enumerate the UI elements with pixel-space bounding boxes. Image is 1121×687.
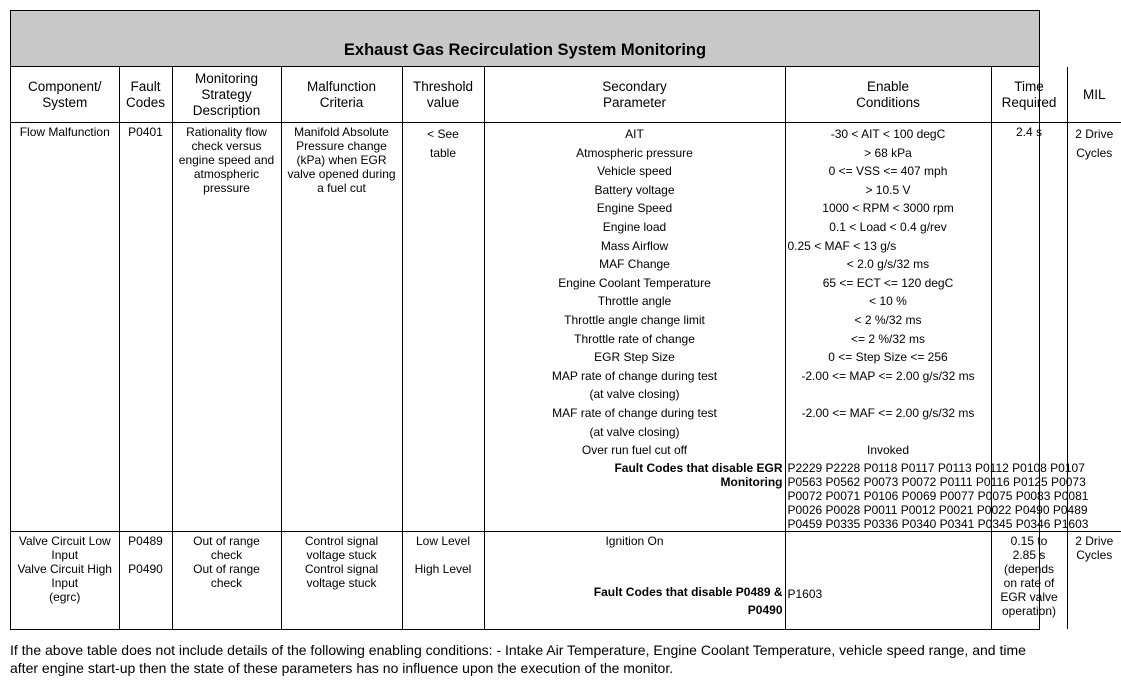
cell-threshold: < See table — [402, 123, 484, 532]
cell-enable — [785, 531, 991, 629]
cell-secondary: Ignition On Fault Codes that disable P0489 & P0490 — [484, 531, 785, 629]
egr-monitoring-table — [10, 10, 1114, 630]
cell-component: Valve Circuit Low Input Valve Circuit High Input (egrc) — [11, 531, 119, 629]
header-row — [11, 67, 1121, 123]
header-malfunction: Malfunction Criteria — [281, 67, 402, 123]
cell-time: 2.4 s — [991, 123, 1067, 532]
header-enable: Enable Conditions — [785, 67, 991, 123]
table-row-flow-malfunction — [11, 123, 1121, 532]
cell-enable: -30 < AIT < 100 degC > 68 kPa 0 <= VSS <= 407 mph > 10.5 V 1000 < RPM < 3000 rpm 0.1 < Load < 0.4 g/rev 0.25 < MAF < 13 g/s < 2.0 g/s/32 ms 65 <= ECT <= 120 degC < 10 % < 2 %/32 ms <= 2 %/32 ms 0 <= Step Size <= 256 -2.00 <= MAP <= 2.00 g/s/32 ms -2.00 <= MAF <= 2.00 g/s/32 ms Invoked P2229 P2228 P0118 P0117 P0113 P0112 P0108 P0107 P0563 P0562 P0073 P0072 P0111 P0116 P0125 P0073 P0072 P0071 P0106 P0069 P0077 P0075 P0083 P0081 P0026 P0028 P0011 P0012 P0021 P0022 P0490 P0489 P0459 P0335 P0336 P0340 P0341 P0345 P0346 P1603 — [785, 123, 991, 532]
cell-threshold: Low Level High Level — [402, 531, 484, 629]
header-threshold: Threshold value — [402, 67, 484, 123]
fault-codes-list: P1603 — [787, 586, 823, 601]
header-time: Time Required — [991, 67, 1067, 123]
cell-malfunction: Control signal voltage stuck Control signal voltage stuck — [281, 531, 402, 629]
header-fault-codes: Fault Codes — [119, 67, 172, 123]
cell-secondary: AIT Atmospheric pressure Vehicle speed Battery voltage Engine Speed Engine load Mass Airflow MAF Change Engine Coolant Temperature Throttle angle Throttle angle change limit Throttle rate of change EGR Step Size MAP rate of change during test (at valve closing) MAF rate of change during test (at valve closing) Over run fuel cut off Fault Codes that disable EGR Monitoring — [484, 123, 785, 532]
cell-strategy: Out of range check Out of range check — [172, 531, 281, 629]
cell-time: 0.15 to 2.85 s (depends on rate of EGR valve operation) — [991, 531, 1067, 629]
table-row-valve-circuit — [11, 531, 1121, 629]
cell-mil: 2 Drive Cycles — [1075, 533, 1114, 562]
header-strategy: Monitoring Strategy Description — [172, 67, 281, 123]
fault-disable-label: Fault Codes that disable P0489 & P0490 — [593, 584, 783, 617]
cell-malfunction: Manifold Absolute Pressure change (kPa) when EGR valve opened during a fuel cut — [281, 123, 402, 532]
fault-disable-label: Fault Codes that disable EGR Monitoring — [614, 460, 783, 489]
table-title: Exhaust Gas Recirculation System Monitoring — [11, 11, 1039, 67]
fault-codes-list: P2229 P2228 P0118 P0117 P0113 P0112 P0108 P0107 P0563 P0562 P0073 P0072 P0111 P0116 P0125 P0073 P0072 P0071 P0106 P0069 P0077 P0075 P0083 P0081 P0026 P0028 P0011 P0012 P0021 P0022 P0490 P0489 P0459 P0335 P0336 P0340 P0341 P0345 P0346 P1603 — [787, 460, 1089, 531]
footnote: If the above table does not include details of the following enabling conditions: - Intake Air Temperature, Engine Coolant Temperature, vehicle speed range, and time after engine start-up then the state of these parameters has no influence upon the execution of the monitor. — [10, 642, 1026, 676]
header-secondary: Secondary Parameter — [484, 67, 785, 123]
cell-strategy: Rationality flow check versus engine speed and atmospheric pressure — [172, 123, 281, 532]
monitor-grid — [11, 67, 1121, 629]
cell-mil: 2 Drive Cycles — [1075, 127, 1114, 160]
cell-component: Flow Malfunction — [11, 123, 119, 532]
header-component: Component/ System — [11, 67, 119, 123]
header-mil: MIL — [1067, 67, 1121, 123]
cell-fault-code: P0401 — [119, 123, 172, 532]
cell-fault-code: P0489 P0490 — [119, 531, 172, 629]
